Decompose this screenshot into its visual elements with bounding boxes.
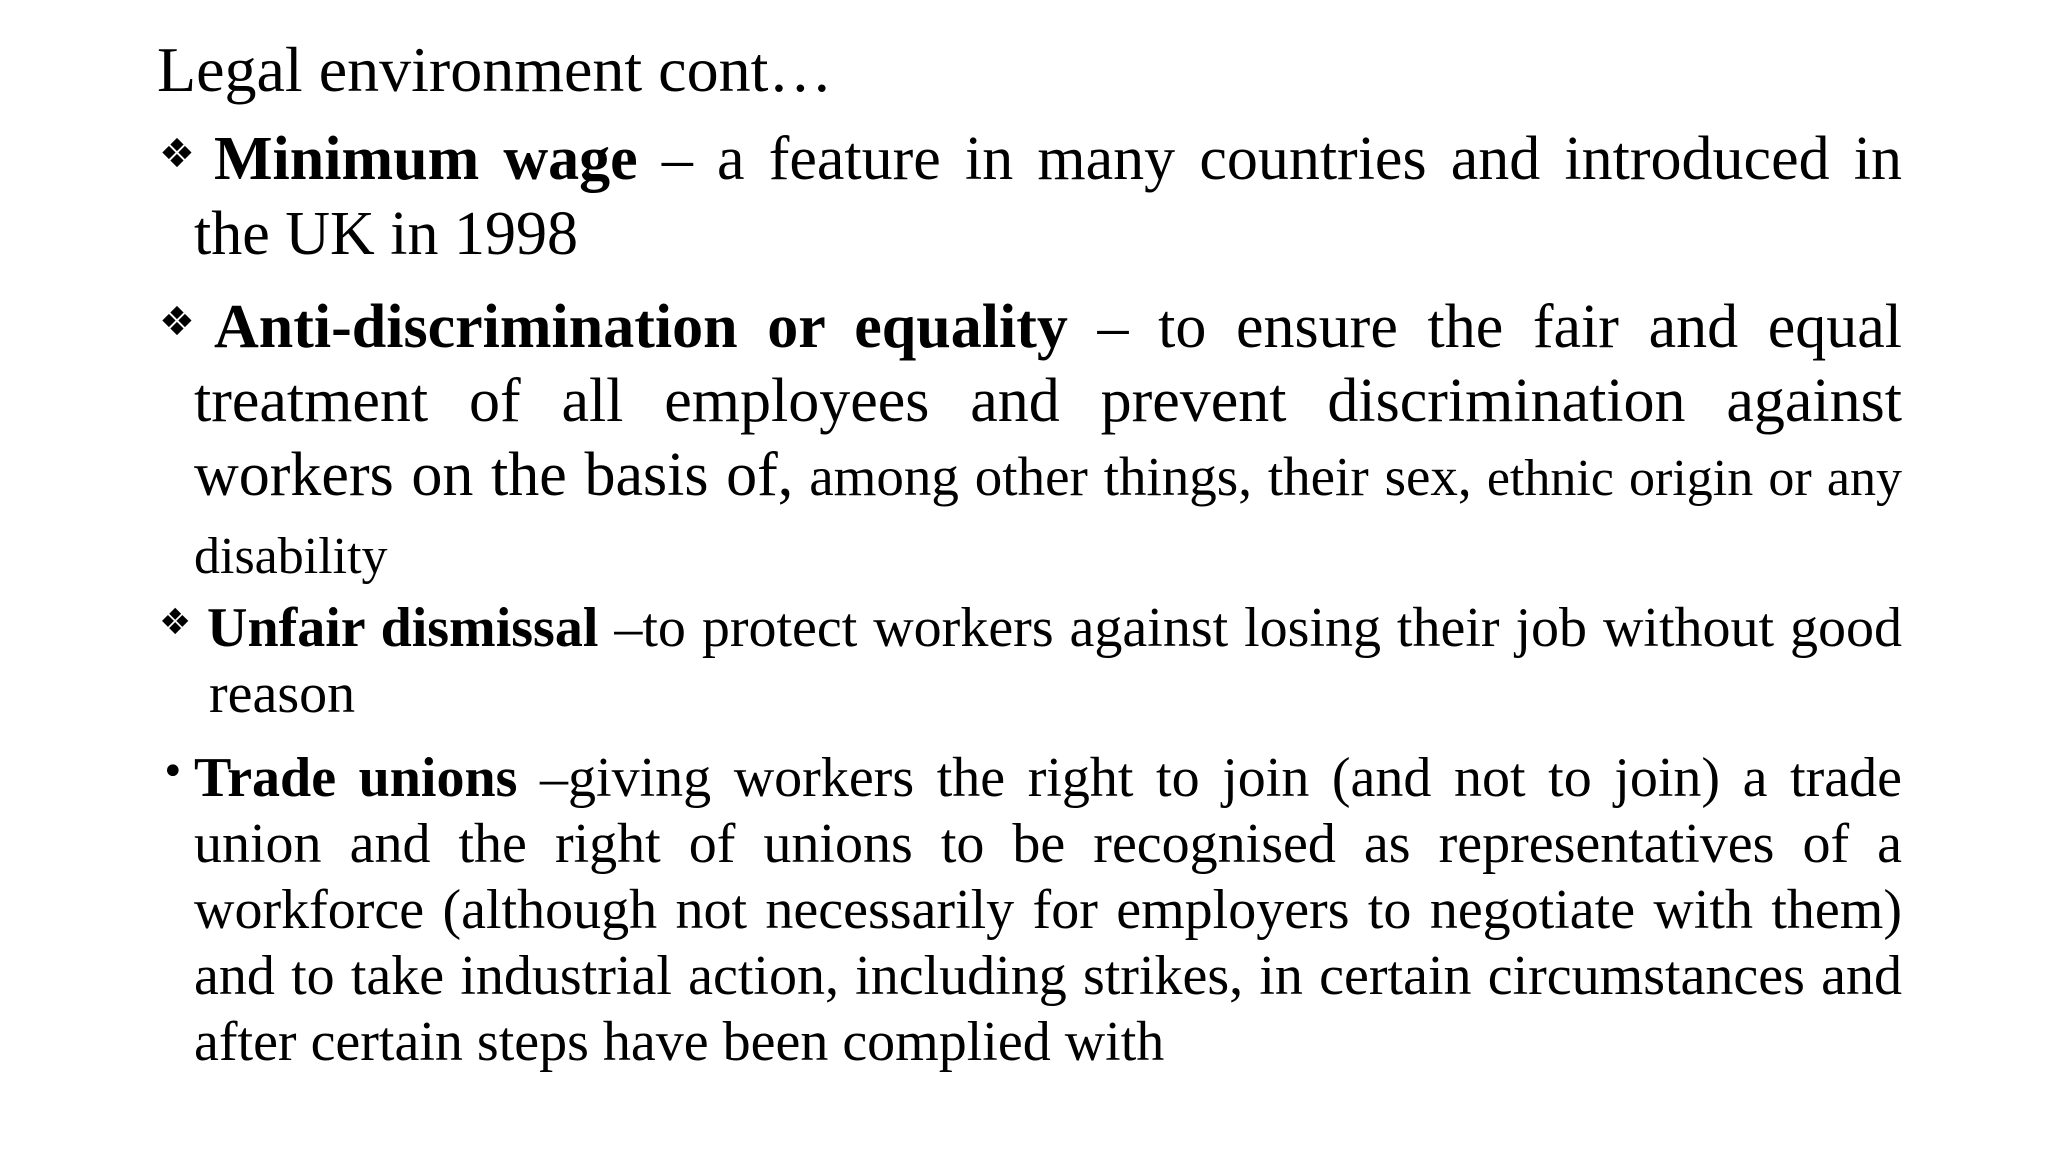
bullet-term: Anti-discrimination or equality (214, 293, 1068, 361)
bullet-text: – to ensure the fair and equal treatment of all employees and prevent discrimination against workers on the basis of, (194, 293, 1902, 509)
bullet-body (194, 290, 1902, 594)
bullet-text: –giving workers the right to join (and not to join) a trade union and the right of unions to be recognised as representatives of a workforce (although not necessarily for employers to negotiate with them) and to take industrial action, including strikes, in certain circumstances and after certain steps have been complied with (194, 747, 1902, 1073)
bullet-body (194, 745, 1902, 1075)
diamond-bullet-icon: ❖ (159, 299, 195, 345)
bullet-body (194, 122, 1902, 272)
bullet-anti-discrimination (157, 290, 1902, 594)
bullet-term: Unfair dismissal (207, 597, 599, 659)
bullet-trade-unions (157, 745, 1902, 1075)
bullet-term: Trade unions (194, 747, 518, 809)
bullet-minimum-wage (157, 122, 1902, 272)
diamond-bullet-icon: ❖ (159, 131, 195, 177)
bullet-body (209, 595, 1902, 727)
dot-bullet-icon: • (161, 749, 185, 795)
bullet-text: – a feature in many countries and introduced in the UK in 1998 (194, 125, 1902, 268)
bullet-term: Minimum wage (214, 125, 638, 193)
slide-title: Legal environment cont… (157, 34, 833, 105)
diamond-bullet-icon: ❖ (159, 602, 192, 643)
bullet-unfair-dismissal (157, 595, 1902, 727)
bullet-text-small: among other things, their sex, (793, 446, 1472, 507)
bullet-text: –to protect workers against losing their job without good reason (209, 597, 1903, 725)
bullet-text-smallest: ethnic origin or any disability (194, 450, 1902, 585)
